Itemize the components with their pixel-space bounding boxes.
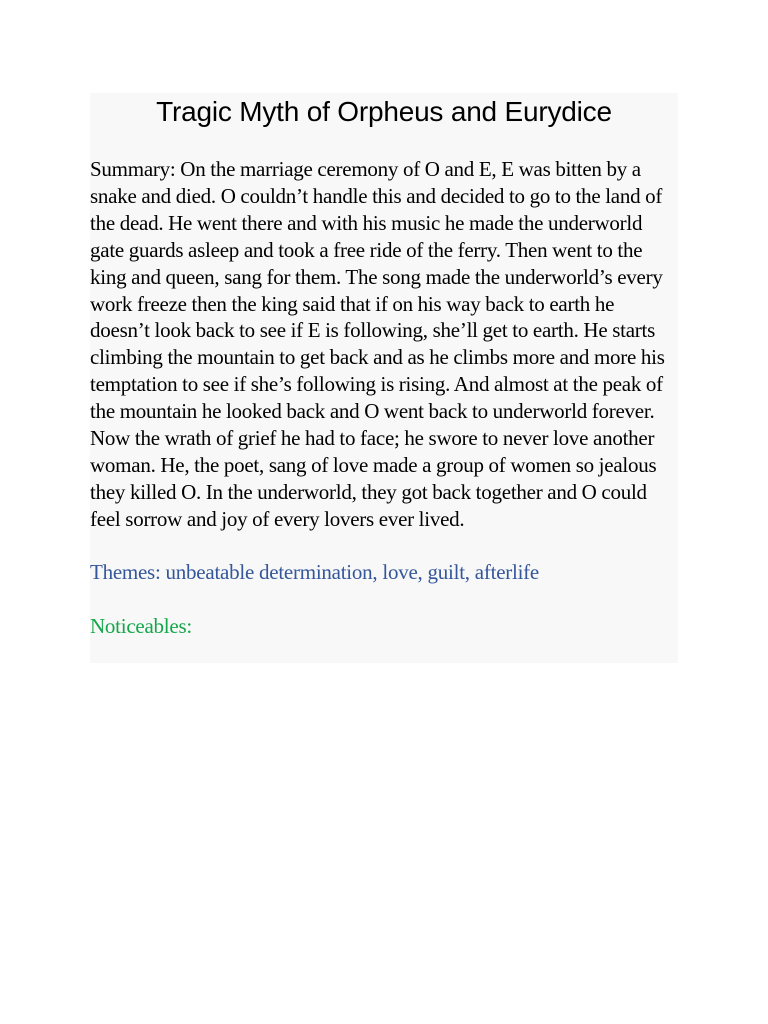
themes-line: Themes: unbeatable determination, love, guilt, afterlife xyxy=(90,559,539,584)
document-title: Tragic Myth of Orpheus and Eurydice xyxy=(156,96,612,127)
summary-paragraph: Summary: On the marriage ceremony of O and E, E was bitten by a snake and died. O couldn’t handle this and decided to go to the land of the dead. He went there and with his music he made the underworld gate guards asleep and took a free ride of the ferry. Then went to the king and queen, sang for them. The song made the underworld’s every work freeze then the king said that if on his way back to earth he doesn’t look back to see if E is following, she’ll get to earth. He starts climbing the mountain to get back and as he climbs more and more his temptation to see if she’s following is rising. And almost at the peak of the mountain he looked back and O went back to underworld forever. Now the wrath of grief he had to face; he swore to never love another woman. He, the poet, sang of love made a group of women so jealous they killed O. In the underworld, they got back together and O could feel sorrow and joy of every lovers ever lived. xyxy=(90,157,665,531)
noticeables-line: Noticeables: xyxy=(90,613,192,638)
document-page xyxy=(90,93,678,663)
